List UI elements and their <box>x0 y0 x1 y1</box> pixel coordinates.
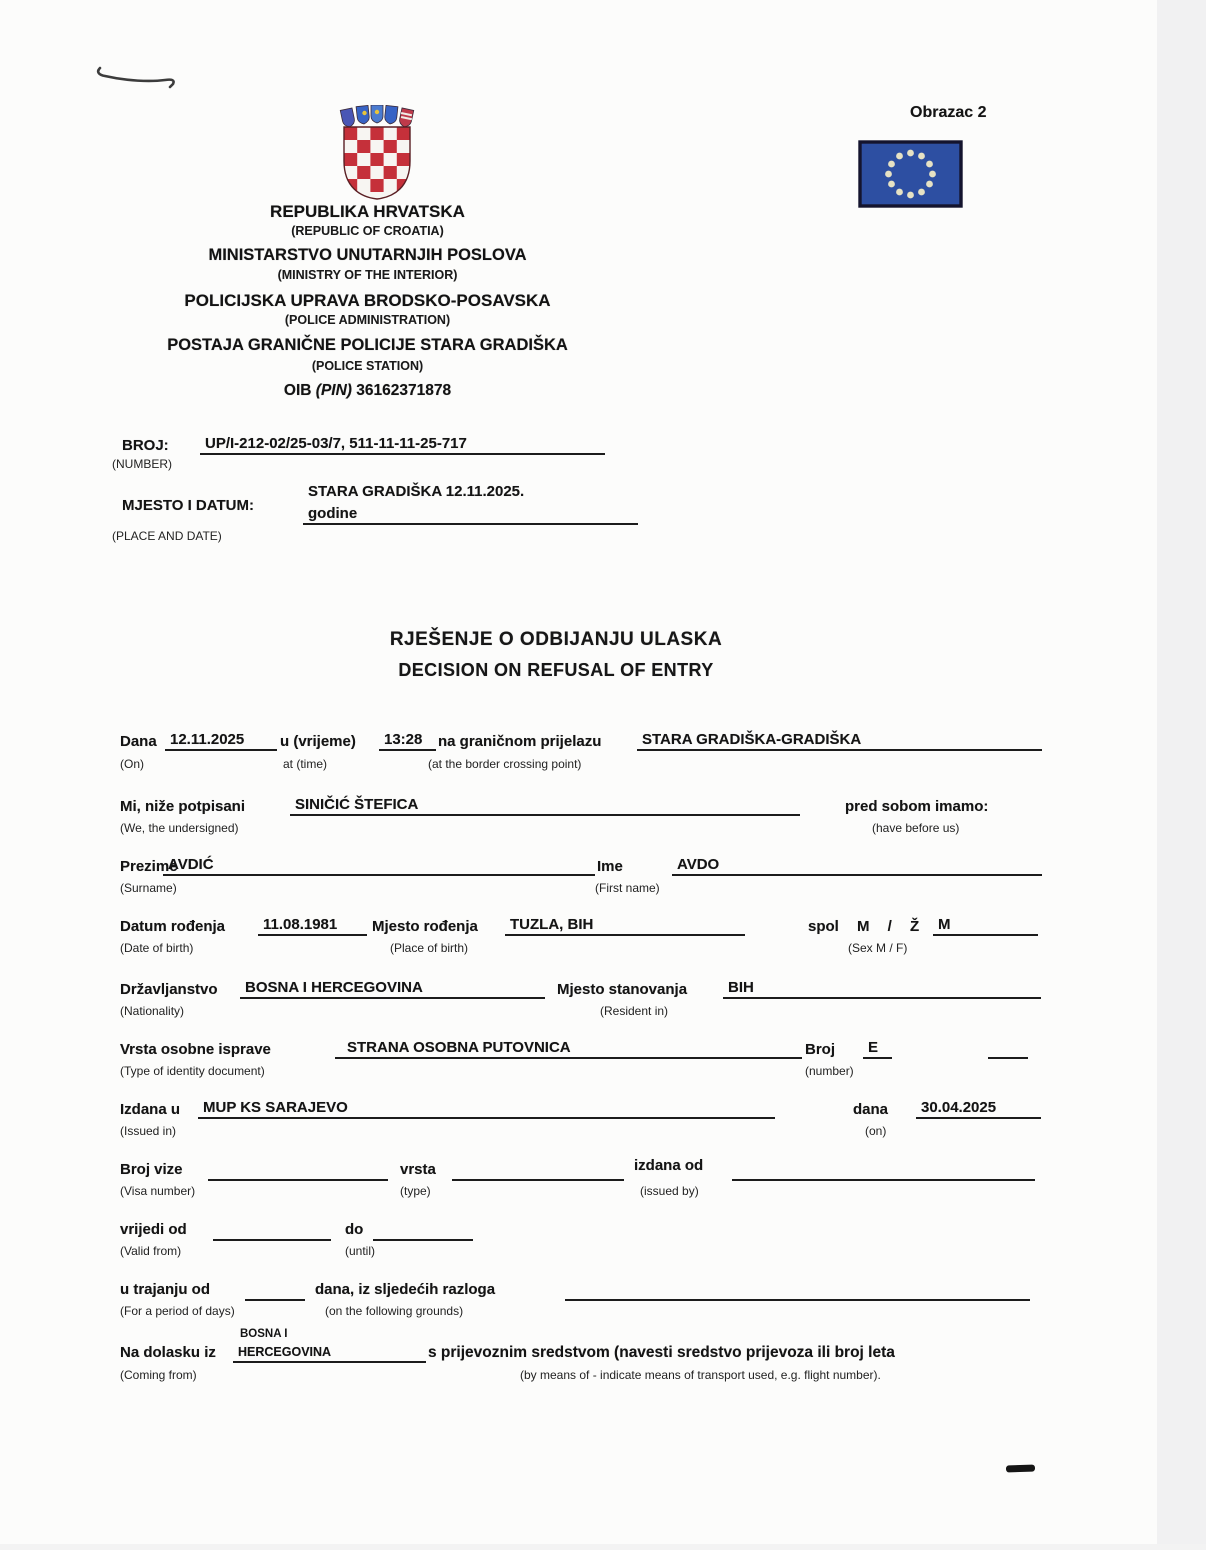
sex-label: spol M / Ž <box>808 918 920 935</box>
visa-type-sublabel: (type) <box>400 1184 431 1198</box>
birth-place-sublabel: (Place of birth) <box>390 941 469 955</box>
visa-issuer-sublabel: (issued by) <box>640 1184 699 1198</box>
first-name-value: AVDO <box>672 856 1042 876</box>
letterhead-police-admin-hr: POLICIJSKA UPRAVA BRODSKO-POSAVSKA <box>184 291 551 310</box>
before-us-label: pred sobom imamo: <box>845 798 989 815</box>
ink-dash <box>1006 1464 1035 1472</box>
date-value: 12.11.2025 <box>165 731 277 751</box>
visa-number-line <box>208 1163 388 1181</box>
valid-from-line <box>213 1223 331 1241</box>
time-label: u (vrijeme) <box>280 733 356 750</box>
issued-in-label: Izdana u <box>120 1101 181 1118</box>
letterhead-ministry-en: (MINISTRY OF THE INTERIOR) <box>277 268 458 282</box>
scan-edge-artifact <box>1157 0 1206 1550</box>
visa-issuer-label: izdana od <box>634 1157 704 1174</box>
visa-type-line <box>452 1163 624 1181</box>
issued-on-sublabel: (on) <box>865 1124 887 1138</box>
scan-edge-artifact-bottom <box>0 1544 1206 1550</box>
time-value: 13:28 <box>379 731 436 751</box>
nationality-sublabel: (Nationality) <box>120 1004 185 1018</box>
pen-mark <box>92 56 184 94</box>
document-title-en: DECISION ON REFUSAL OF ENTRY <box>398 660 714 680</box>
issued-in-sublabel: (Issued in) <box>120 1124 177 1138</box>
birth-date-sublabel: (Date of birth) <box>120 941 194 955</box>
doc-type-label: Vrsta osobne isprave <box>120 1041 271 1058</box>
doc-type-value: STRANA OSOBNA PUTOVNICA <box>335 1039 802 1059</box>
surname-value: AVDIĆ <box>163 856 595 876</box>
visa-number-label: Broj vize <box>120 1161 183 1178</box>
transport-sublabel: (by means of - indicate means of transport used, e.g. flight number). <box>520 1368 881 1382</box>
undersigned-label: Mi, niže potpisani <box>120 798 246 815</box>
duration-label: u trajanju od <box>120 1281 210 1298</box>
letterhead-station-hr: POSTAJA GRANIČNE POLICIJE STARA GRADIŠKA <box>167 336 568 354</box>
issued-on-value: 30.04.2025 <box>916 1099 1041 1119</box>
valid-from-sublabel: (Valid from) <box>120 1244 182 1258</box>
birth-place-value: TUZLA, BIH <box>505 916 745 936</box>
eu-flag <box>858 140 963 208</box>
sex-sublabel: (Sex M / F) <box>848 941 908 955</box>
birth-place-label: Mjesto rođenja <box>372 918 478 935</box>
crossing-label: na graničnom prijelazu <box>438 733 602 750</box>
date-label: Dana <box>120 733 157 750</box>
transport-label: s prijevoznim sredstvom (navesti sredstvo prijevoza ili broj leta <box>428 1344 895 1361</box>
grounds-line <box>565 1283 1030 1301</box>
document-title-hr: RJEŠENJE O ODBIJANJU ULASKA <box>389 629 723 650</box>
crossing-sublabel: (at the border crossing point) <box>428 757 582 771</box>
valid-until-label: do <box>345 1221 364 1238</box>
doc-type-sublabel: (Type of identity document) <box>120 1064 265 1078</box>
visa-type-label: vrsta <box>400 1161 436 1178</box>
duration-line <box>245 1283 305 1301</box>
oib-value: 36162371878 <box>356 382 452 399</box>
doc-number-line <box>988 1041 1028 1059</box>
grounds-sublabel: (on the following grounds) <box>325 1304 464 1318</box>
duration-sublabel: (For a period of days) <box>120 1304 235 1318</box>
form-code: Obrazac 2 <box>910 104 987 121</box>
residence-sublabel: (Resident in) <box>600 1004 669 1018</box>
coming-from-value: HERCEGOVINA <box>233 1345 426 1363</box>
letterhead-republic-hr: REPUBLIKA HRVATSKA <box>270 202 465 221</box>
place-date-label: MJESTO I DATUM: <box>122 497 254 514</box>
issued-in-value: MUP KS SARAJEVO <box>198 1099 775 1119</box>
birth-date-label: Datum rođenja <box>120 918 226 935</box>
place-date-value-line2: godine <box>303 505 638 525</box>
undersigned-value: SINIČIĆ ŠTEFICA <box>290 796 800 816</box>
sex-value: M <box>933 916 1038 936</box>
place-date-value-line1: STARA GRADIŠKA 12.11.2025. <box>308 483 525 500</box>
surname-label: Prezime <box>120 858 178 875</box>
letterhead-police-admin-en: (POLICE ADMINISTRATION) <box>284 313 451 327</box>
first-name-label: Ime <box>597 858 623 875</box>
time-sublabel: at (time) <box>283 757 328 771</box>
crossing-value: STARA GRADIŠKA-GRADIŠKA <box>637 731 1042 751</box>
valid-until-line <box>373 1223 473 1241</box>
valid-from-label: vrijedi od <box>120 1221 187 1238</box>
coming-from-sublabel: (Coming from) <box>120 1368 197 1382</box>
number-sublabel: (NUMBER) <box>112 457 172 471</box>
valid-until-sublabel: (until) <box>345 1244 376 1258</box>
residence-value: BIH <box>723 979 1041 999</box>
oib-pin-label: (PIN) <box>315 382 352 399</box>
number-value: UP/I-212-02/25-03/7, 511-11-11-25-717 <box>200 435 605 455</box>
coming-from-value-top: BOSNA I <box>240 1328 288 1340</box>
doc-number-value: E <box>863 1039 892 1059</box>
doc-number-sublabel: (number) <box>805 1064 854 1078</box>
before-us-sublabel: (have before us) <box>872 821 960 835</box>
birth-date-value: 11.08.1981 <box>258 916 367 936</box>
first-name-sublabel: (First name) <box>595 881 660 895</box>
nationality-value: BOSNA I HERCEGOVINA <box>240 979 545 999</box>
letterhead-ministry-hr: MINISTARSTVO UNUTARNJIH POSLOVA <box>208 246 527 264</box>
letterhead-oib <box>60 382 675 400</box>
doc-number-label: Broj <box>805 1041 835 1058</box>
number-label: BROJ: <box>122 437 169 454</box>
letterhead-station-en: (POLICE STATION) <box>311 359 424 373</box>
place-date-sublabel: (PLACE AND DATE) <box>112 529 222 543</box>
undersigned-sublabel: (We, the undersigned) <box>120 821 239 835</box>
visa-number-sublabel: (Visa number) <box>120 1184 196 1198</box>
oib-label: OIB <box>283 382 312 399</box>
nationality-label: Državljanstvo <box>120 981 218 998</box>
residence-label: Mjesto stanovanja <box>557 981 688 998</box>
grounds-label: dana, iz sljedećih razloga <box>315 1281 496 1298</box>
letterhead-republic-en: (REPUBLIC OF CROATIA) <box>291 224 444 238</box>
surname-sublabel: (Surname) <box>120 881 177 895</box>
croatia-coat-of-arms <box>338 105 416 201</box>
date-sublabel: (On) <box>120 757 144 771</box>
coming-from-label: Na dolasku iz <box>120 1344 216 1361</box>
issued-on-label: dana <box>853 1101 889 1118</box>
visa-issuer-line <box>732 1163 1035 1181</box>
